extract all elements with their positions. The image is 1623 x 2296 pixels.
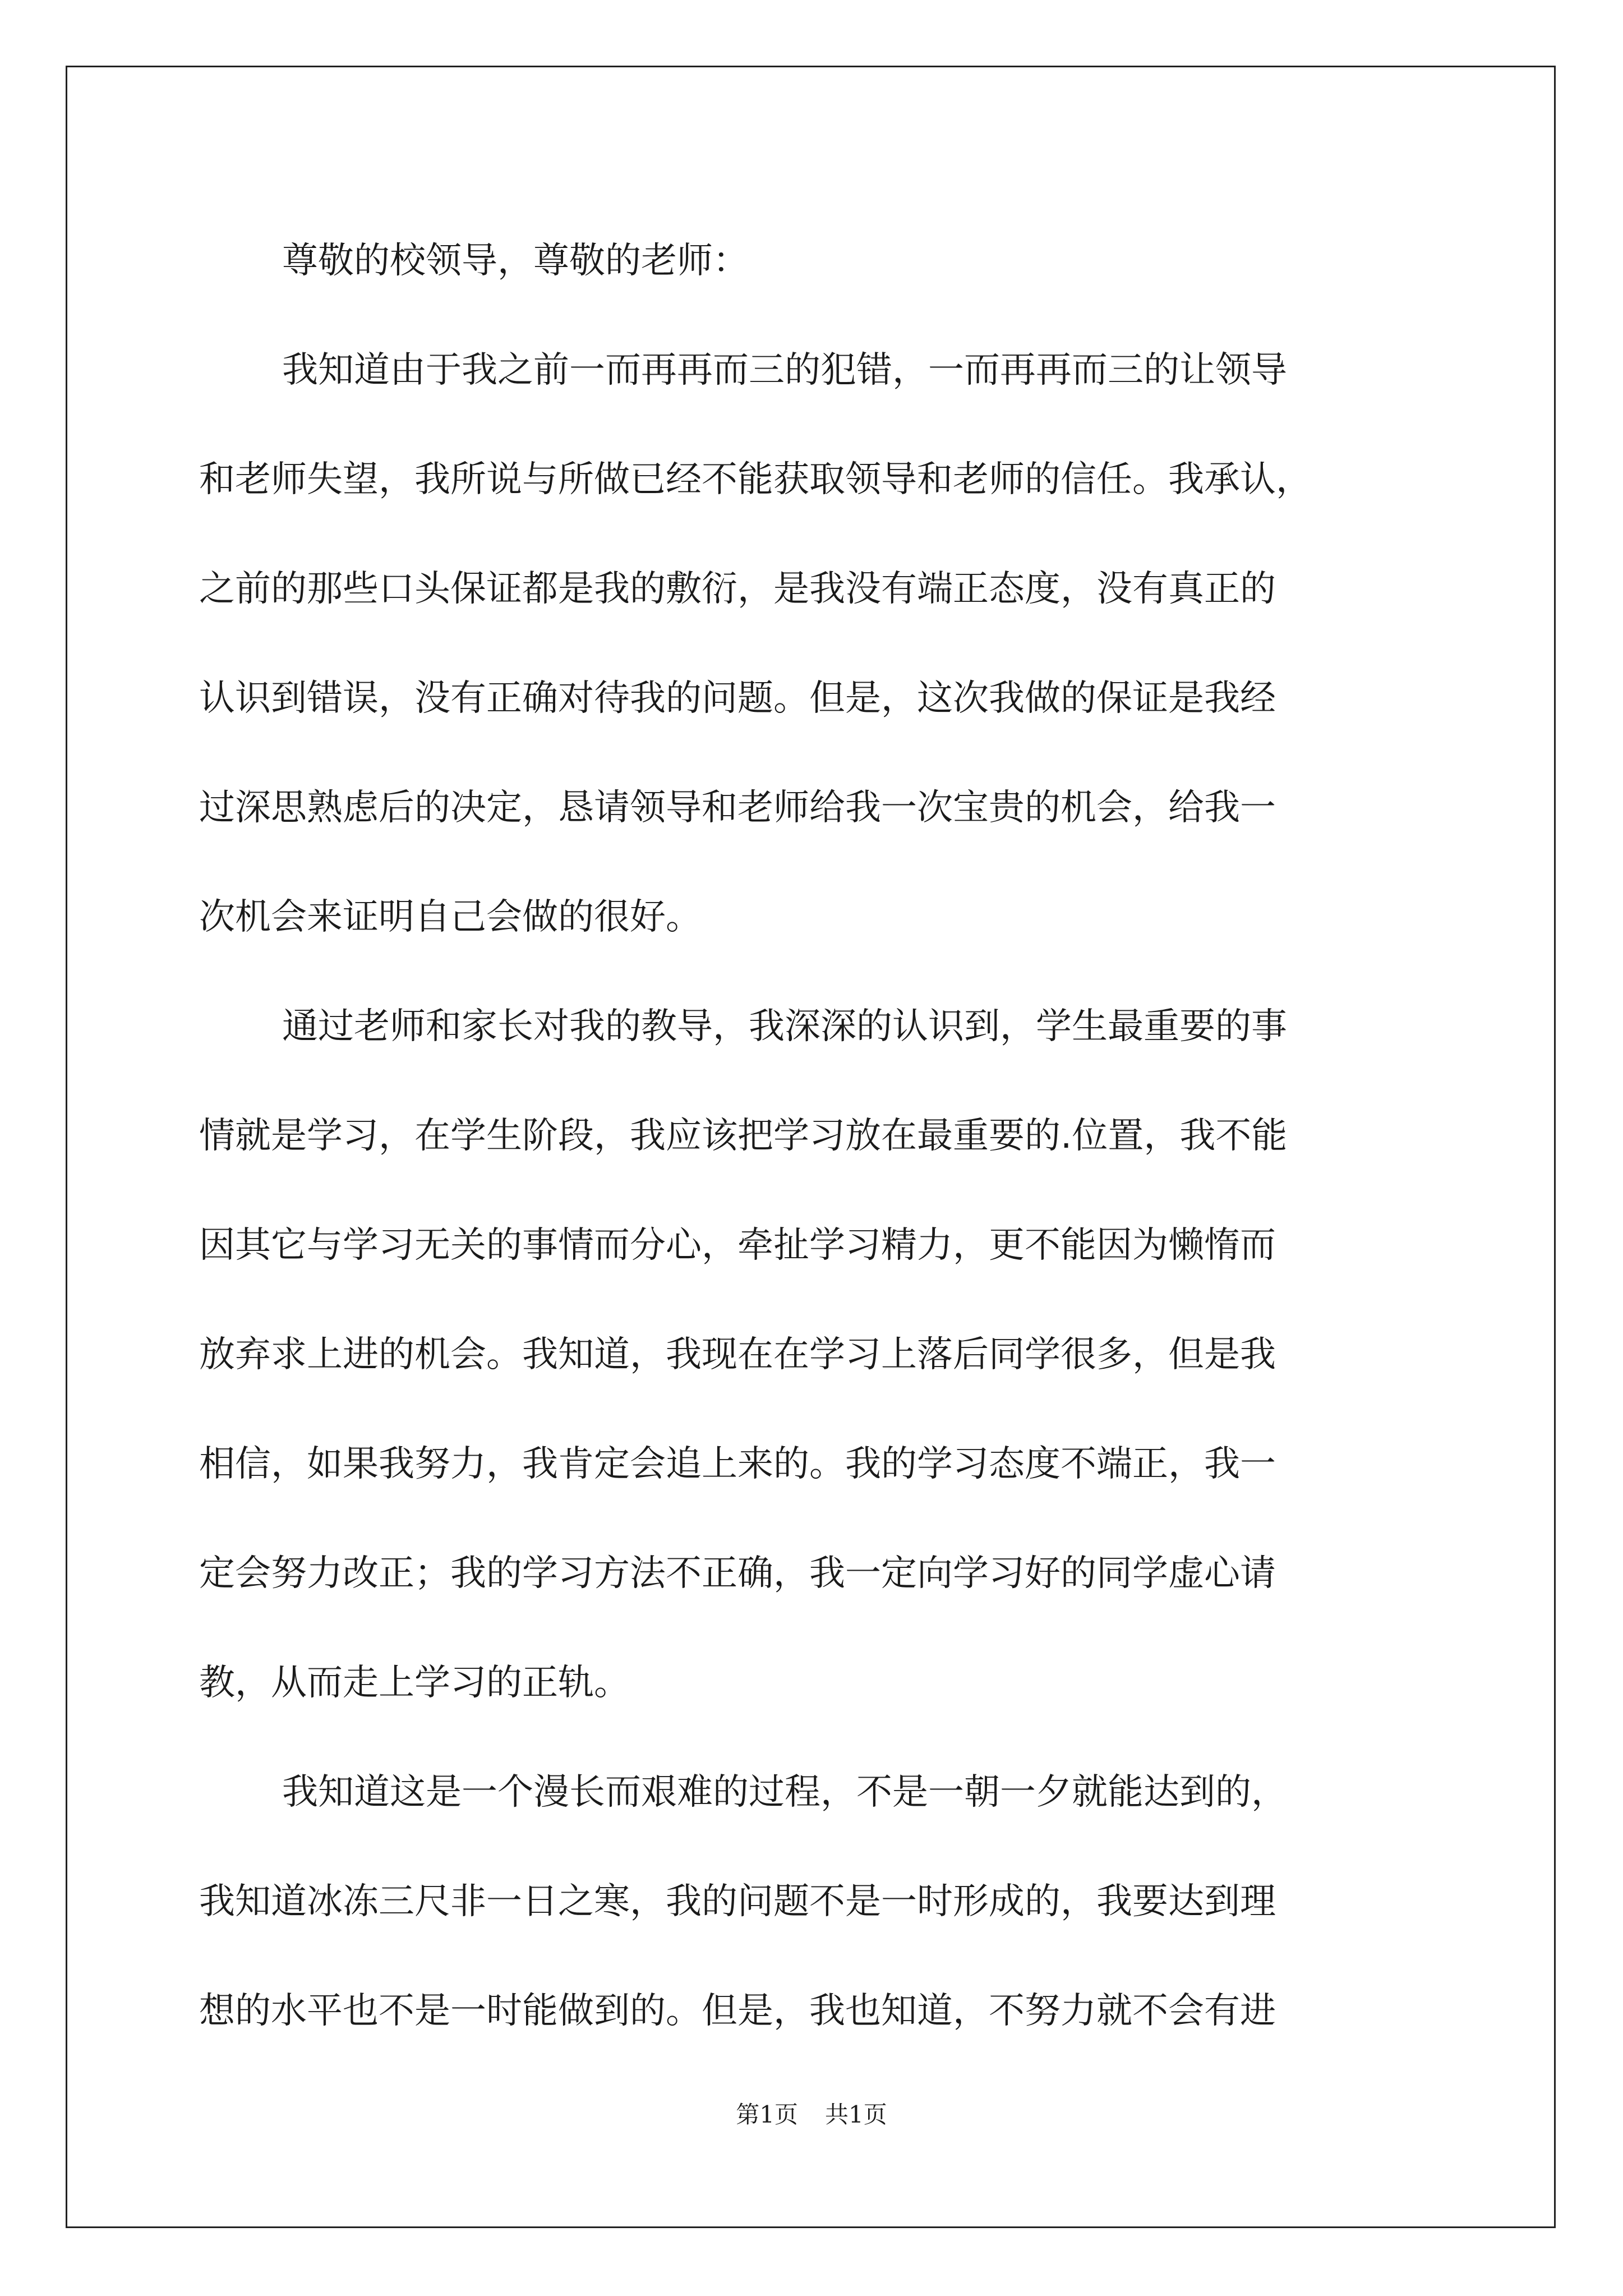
text-line: 因其它与学习无关的事情而分心，牵扯学习精力，更不能因为懒惰而 [199,1225,1276,1266]
page-number-current: 第1页 [736,2101,798,2128]
text-line: 我知道冰冻三尺非一日之寒，我的问题不是一时形成的，我要达到理 [199,1881,1276,1922]
text-line: 通过老师和家长对我的教导，我深深的认识到，学生最重要的事 [282,1006,1287,1047]
page-footer [0,2098,1623,2132]
text-line: 定会努力改正；我的学习方法不正确，我一定向学习好的同学虚心请 [199,1553,1276,1594]
text-line: 情就是学习，在学生阶段，我应该把学习放在最重要的.位置，我不能 [199,1115,1288,1157]
text-line: 想的水平也不是一时能做到的。但是，我也知道，不努力就不会有进 [199,1990,1276,2032]
text-line: 我知道这是一个漫长而艰难的过程，不是一朝一夕就能达到的， [282,1772,1287,1813]
text-line: 之前的那些口头保证都是我的敷衍，是我没有端正态度，没有真正的 [199,568,1276,610]
page-number-total: 共1页 [825,2101,887,2128]
text-line: 相信，如果我努力，我肯定会追上来的。我的学习态度不端正，我一 [199,1443,1276,1485]
text-line: 教，从而走上学习的正轨。 [199,1662,630,1704]
text-line: 认识到错误，没有正确对待我的问题。但是，这次我做的保证是我经 [199,678,1276,719]
text-line: 和老师失望，我所说与所做已经不能获取领导和老师的信任。我承认， [199,459,1312,500]
text-line: 放弃求上进的机会。我知道，我现在在学习上落后同学很多，但是我 [199,1334,1276,1375]
text-line: 过深思熟虑后的决定，恳请领导和老师给我一次宝贵的机会，给我一 [199,787,1276,829]
text-line: 我知道由于我之前一而再再而三的犯错，一而再再而三的让领导 [282,349,1287,391]
text-line: 次机会来证明自己会做的很好。 [199,896,702,938]
salutation-line: 尊敬的校领导，尊敬的老师： [282,240,749,282]
